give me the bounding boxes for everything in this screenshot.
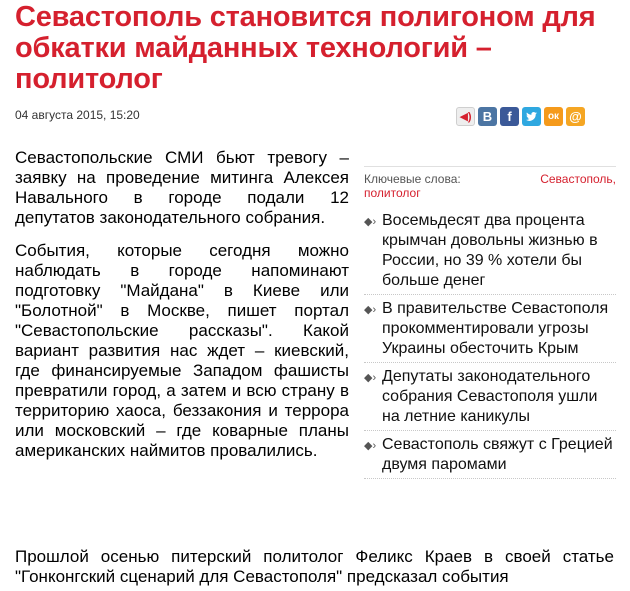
article-paragraph-3: Прошлой осенью питерский политолог Феликс Краев в своей статье "Гонконгский сценарий для Севастополя" предсказал события [15,547,614,586]
related-link[interactable]: Депутаты законодательного собрания Севастополя ушли на летние каникулы [382,368,598,425]
list-item [364,210,616,295]
keywords-label: Ключевые слова: [364,172,461,186]
related-link[interactable]: В правительстве Севастополя прокомментировали угрозы Украины обесточить Крым [382,300,609,357]
facebook-icon[interactable]: f [500,107,519,126]
keyword-link-sevastopol[interactable]: Севастополь, [540,172,616,186]
share-bar [456,107,585,126]
mailru-icon[interactable]: @ [566,107,585,126]
keywords-block [364,167,616,210]
keyword-link-politolog[interactable]: политолог [364,186,421,200]
related-link[interactable]: Севастополь свяжут с Грецией двумя паромами [382,436,613,473]
arrow-icon: ◆› [364,372,377,384]
article-title: Севастополь становится полигоном для обкатки майданных технологий – политолог [15,1,596,95]
speaker-icon[interactable]: ◀) [456,107,475,126]
publish-date: 04 августа 2015, 15:20 [15,108,140,122]
arrow-icon: ◆› [364,216,377,228]
related-link[interactable]: Восемьдесят два процента крымчан довольны жизнью в России, но 39 % хотели бы больше денег [382,212,598,289]
list-item [364,298,616,363]
vk-icon[interactable]: В [478,107,497,126]
odnoklassniki-icon[interactable]: ок [544,107,563,126]
related-sidebar [364,166,616,482]
list-item [364,434,616,479]
twitter-icon[interactable] [522,107,541,126]
arrow-icon: ◆› [364,304,377,316]
article-paragraph-1: Севастопольские СМИ бьют тревогу – заявку на проведение митинга Алексея Навального в городе подали 12 депутатов законодательного собрания. [15,148,349,227]
article-paragraph-2: События, которые сегодня можно наблюдать в городе напоминают подготовку "Майдана" в Киеве или "Болотной" в Москве, пишет портал "Севастопольские рассказы". Какой вариант развития нас ждет – киевский, где финансируемые Западом фашисты превратили город, а затем и всю страну в территорию хаоса, беззакония и террора или московский – где коварные планы американских наймитов провалились. [15,241,349,460]
arrow-icon: ◆› [364,440,377,452]
article-body [15,148,349,474]
related-list [364,210,616,479]
list-item [364,366,616,431]
